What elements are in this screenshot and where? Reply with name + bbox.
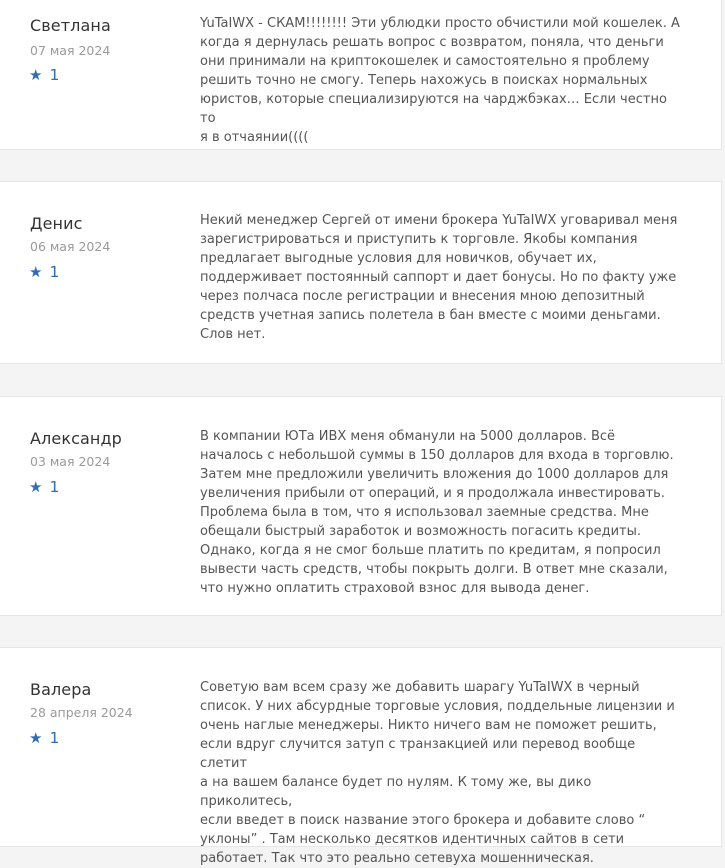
review-text-line: а на вашем балансе будет по нулям. К тому же, вы дико приколитесь,: [200, 775, 592, 809]
review-author: Валера: [30, 680, 92, 699]
review-text-line: если вдруг случится затуп с транзакцией или перевод вообще слетит: [200, 737, 636, 771]
review-card: [0, 647, 722, 866]
review-text-line: Советую вам всем сразу же добавить шарагу YuTaIWX в черный: [200, 680, 640, 695]
review-text-line: началось с небольшой суммы в 150 долларов для входа в торговлю.: [200, 448, 674, 463]
review-card: [0, 0, 722, 150]
review-text-line: поддерживает постоянный саппорт и дает бонусы. Но по факту уже: [200, 270, 677, 285]
review-text-line: зарегистрироваться и приступить к торговле. Якобы компания: [200, 232, 638, 247]
review-text-line: Некий менеджер Сергей от имени брокера YuTaIWX уговаривал меня: [200, 213, 678, 228]
review-text: [200, 211, 685, 344]
star-icon: ★: [29, 262, 43, 281]
review-text-line: когда я дернулась решать вопрос с возвратом, поняла, что деньги: [200, 35, 664, 50]
review-rating: [29, 478, 59, 496]
review-date: 06 мая 2024: [30, 239, 111, 254]
review-text-line: Затем мне предложили увеличить вложения до 1000 долларов для: [200, 467, 669, 482]
review-rating: [29, 729, 59, 747]
review-text-line: вывести часть средств, чтобы покрыть долги. В ответ мне сказали,: [200, 562, 668, 577]
review-text-line: список. У них абсурдные торговые условия, поддельные лицензии и: [200, 699, 675, 714]
review-text-line: Однако, когда я не смог больше платить по кредитам, я попросил: [200, 543, 661, 558]
review-text: [200, 14, 685, 147]
review-text-line: работает. Так что это реально сетевуха мошенническая.: [200, 851, 594, 866]
review-card: [0, 396, 722, 616]
review-text-line: уклоны” . Там несколько десятков идентичных сайтов в сети: [200, 832, 625, 847]
review-text-line: В компании ЮТа ИВХ меня обманули на 5000 долларов. Всё: [200, 429, 616, 444]
review-text-line: решить точно не смогу. Теперь нахожусь в поисках нормальных: [200, 73, 648, 88]
review-text-line: я в отчаянии((((: [200, 130, 309, 145]
review-date: 28 апреля 2024: [30, 705, 133, 720]
review-text-line: через полчаса после регистрации и внесения мною депозитный: [200, 289, 645, 304]
review-text: [200, 678, 685, 868]
star-icon: ★: [29, 477, 43, 496]
rating-value: 1: [49, 729, 60, 747]
review-text-line: YuTaIWX - СКАМ!!!!!!!! Эти ублюдки просто обчистили мой кошелек. А: [200, 16, 680, 31]
review-text-line: юристов, которые специализируются на чарджбэках… Если честно то: [200, 92, 667, 126]
review-text-line: Проблема была в том, что я использовал заемные средства. Мне: [200, 505, 649, 520]
review-text-line: Слов нет.: [200, 327, 266, 342]
review-text-line: увеличения прибыли от операций, и я продолжала инвестировать.: [200, 486, 665, 501]
review-author: Александр: [30, 429, 122, 448]
rating-value: 1: [49, 263, 60, 281]
review-text-line: что нужно оплатить страховой взнос для вывода денег.: [200, 581, 590, 596]
review-text-line: обещали быстрый заработок и возможность погасить кредиты.: [200, 524, 642, 539]
review-rating: [29, 263, 59, 281]
review-text-line: средств учетная запись полетела в бан вместе с моими деньгами.: [200, 308, 661, 323]
review-text: [200, 427, 685, 598]
review-card: [0, 181, 722, 364]
review-date: 07 мая 2024: [30, 43, 111, 58]
review-author: Денис: [30, 214, 83, 233]
star-icon: ★: [29, 65, 43, 84]
review-text-line: если введет в поиск название этого брокера и добавите слово “: [200, 813, 646, 828]
review-text-line: очень наглые менеджеры. Никто ничего вам не поможет решить,: [200, 718, 657, 733]
review-author: Светлана: [30, 16, 111, 35]
review-date: 03 мая 2024: [30, 454, 111, 469]
rating-value: 1: [49, 66, 60, 84]
rating-value: 1: [49, 478, 60, 496]
review-text-line: они принимали на криптокошелек и самостоятельно я проблему: [200, 54, 650, 69]
star-icon: ★: [29, 728, 43, 747]
review-rating: [29, 66, 59, 84]
review-text-line: предлагает выгодные условия для новичков, обучает их,: [200, 251, 597, 266]
